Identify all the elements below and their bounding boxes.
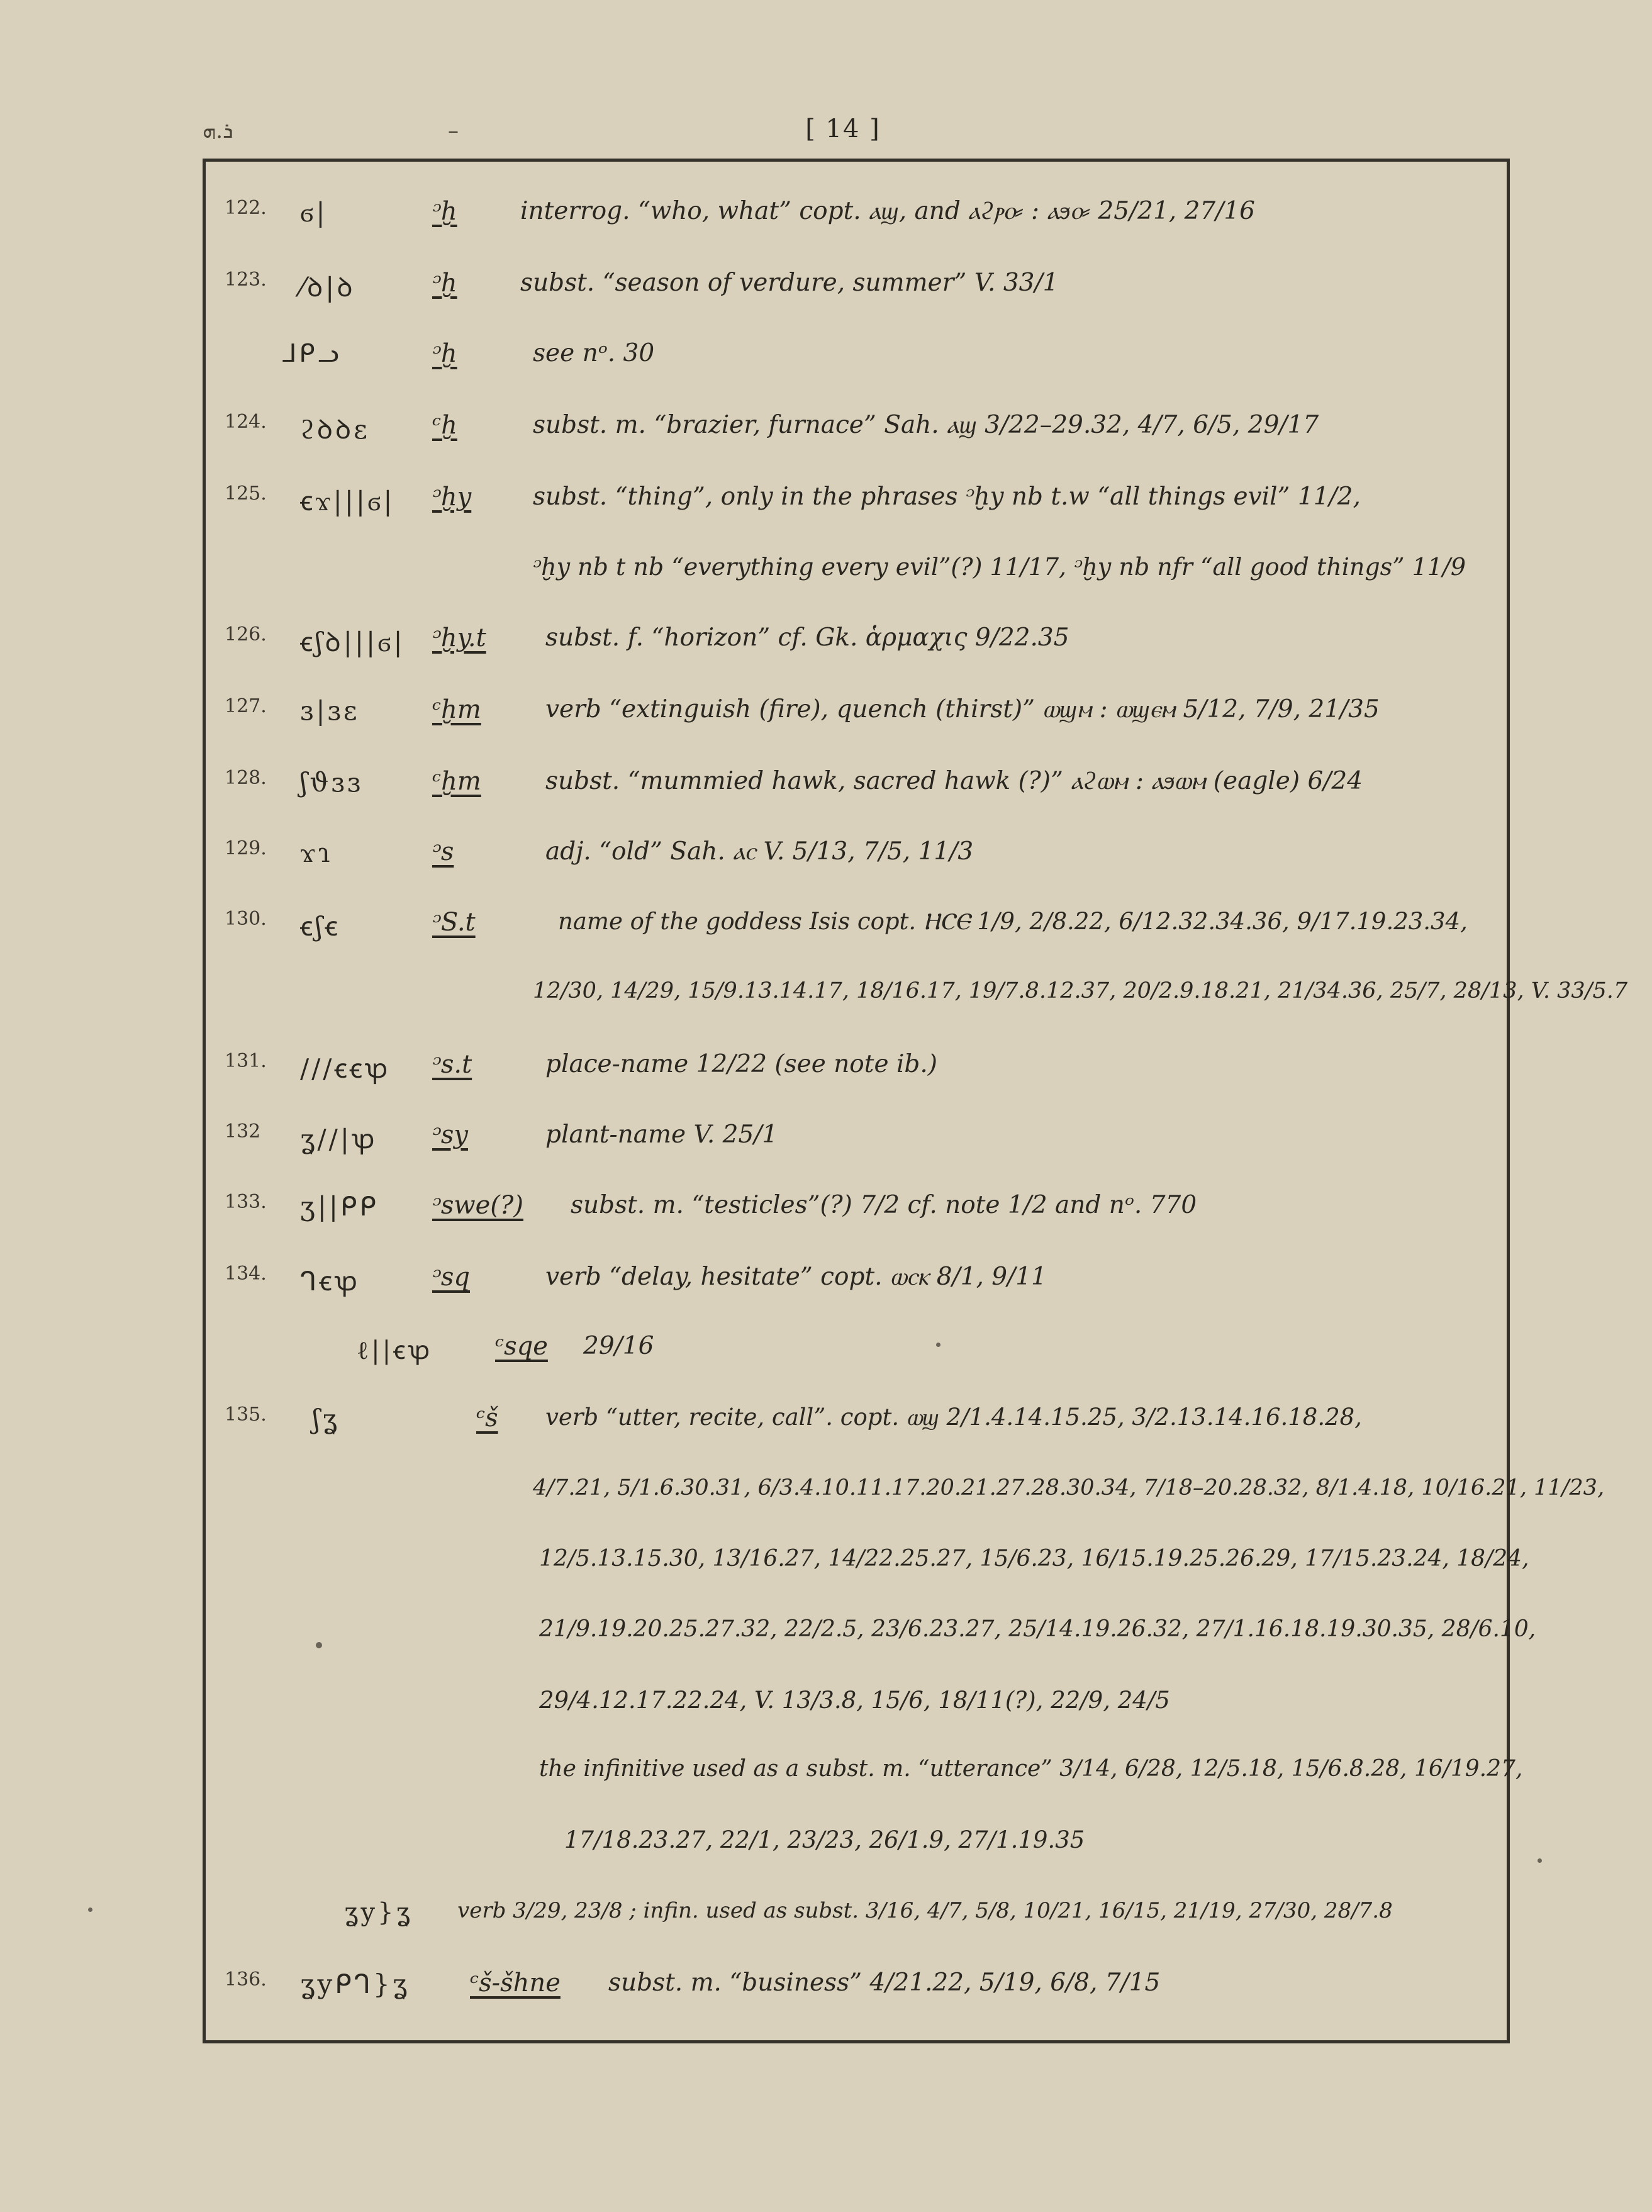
transliteration: ᶜḫm [432, 695, 481, 724]
definition: verb “delay, hesitate” copt. ⲱⲥⲕ 8/1, 9/11 [545, 1263, 1047, 1291]
transliteration: ᵓḫy [432, 483, 472, 511]
demotic-glyph: ꞓʃꝺ|||ϭ| [300, 627, 405, 657]
entry-number: 125. [225, 483, 267, 505]
transliteration: ᵓswe(?) [432, 1191, 523, 1220]
definition-continued: 17/18.23.27, 22/1, 23/23, 26/1.9, 27/1.19.35 [564, 1826, 1085, 1853]
definition: subst. m. “testicles”(?) 7/2 cf. note 1/2 and nᵒ. 770 [571, 1191, 1197, 1219]
definition: subst. f. “horizon” cf. Gk. ἁρμαχις 9/22.35 [545, 623, 1069, 652]
transliteration: ᵓḫ [432, 339, 457, 368]
definition: verb “extinguish (fire), quench (thirst)” ⲱϣⲙ : ⲱϣⲉⲙ 5/12, 7/9, 21/35 [545, 695, 1380, 723]
entry-number: 135. [225, 1404, 267, 1426]
definition-continued: 4/7.21, 5/1.6.30.31, 6/3.4.10.11.17.20.21.27.28.30.34, 7/18–20.28.32, 8/1.4.18, 10/16.21, 11/23, [533, 1475, 1605, 1500]
definition: 29/16 [583, 1332, 654, 1360]
entry-number: 133. [225, 1191, 267, 1213]
entry-number: 134. [225, 1263, 267, 1285]
paper-speck [316, 1642, 322, 1648]
transliteration: ᶜš-šhne [470, 1969, 561, 1997]
definition: see nᵒ. 30 [533, 339, 655, 367]
paper-speck [936, 1343, 940, 1347]
demotic-glyph: ⁄ꝺ|ꝺ [300, 272, 355, 303]
demotic-glyph: ϭ| [300, 197, 328, 228]
transliteration: ᵓs [432, 837, 454, 866]
definition-continued: 12/30, 14/29, 15/9.13.14.17, 18/16.17, 19/7.8.12.37, 20/2.9.18.21, 21/34.36, 25/7, 28/13, V. 33/5.7 [533, 978, 1628, 1003]
demotic-glyph: ꞓϫ|||ϭ| [300, 486, 395, 517]
definition-continued: 21/9.19.20.25.27.32, 22/2.5, 23/6.23.27, 25/14.19.26.32, 27/1.16.18.19.30.35, 28/6.10, [539, 1616, 1536, 1642]
definition: subst. m. “brazier, furnace” Sah. ⲁϣ 3/22–29.32, 4/7, 6/5, 29/17 [533, 411, 1319, 439]
demotic-glyph: ʃʓ [313, 1404, 340, 1434]
demotic-glyph: ɜ|ɜɛ [300, 695, 360, 726]
entry-number: 127. [225, 695, 267, 717]
definition: name of the goddess Isis copt. ⲎⲤⲈ 1/9, 2/8.22, 6/12.32.34.36, 9/17.19.23.34, [558, 908, 1468, 935]
entry-number: 129. [225, 837, 267, 859]
transliteration: ᶜḫ [432, 411, 457, 440]
definition: place-name 12/22 (see note ib.) [545, 1050, 937, 1078]
transliteration: ᵓS.t [432, 908, 476, 937]
entry-number: 132 [225, 1120, 261, 1142]
demotic-glyph: ϫɿ [300, 837, 333, 868]
demotic-glyph: ᒉꞓꝕ [300, 1266, 360, 1297]
definition: verb 3/29, 23/8 ; infin. used as subst. 3/16, 4/7, 5/8, 10/21, 16/15, 21/19, 27/30, 28/7.8 [457, 1898, 1393, 1923]
definition-continued: the infinitive used as a subst. m. “utterance” 3/14, 6/28, 12/5.18, 15/6.8.28, 16/19.27, [539, 1756, 1523, 1782]
demotic-glyph: ʓ//|ꝕ [300, 1124, 377, 1154]
paper-speck [1538, 1858, 1542, 1863]
corner-mark: ܪ.ܗ [203, 118, 233, 143]
page-number: [ 14 ] [805, 115, 881, 143]
definition-continued: ᵓḫy nb t nb “everything every evil”(?) 11/17, ᵓḫy nb nfr “all good things” 11/9 [533, 553, 1466, 581]
definition: subst. “thing”, only in the phrases ᵓḫy nb t.w “all things evil” 11/2, [533, 483, 1361, 511]
transliteration: ᵓḫ [432, 197, 457, 226]
transliteration: ᵓs.t [432, 1050, 472, 1079]
entry-number: 128. [225, 767, 267, 789]
transliteration: ᶜš [476, 1404, 498, 1433]
transliteration: ᶜḫm [432, 767, 481, 796]
definition: interrog. “who, what” copt. ⲁϣ, and ⲁϩⲣⲟ⸗ : ⲁϧⲟ⸗ 25/21, 27/16 [520, 197, 1255, 225]
paper-speck [88, 1908, 92, 1912]
entry-number: 130. [225, 908, 267, 930]
entry-number: 123. [225, 269, 267, 291]
demotic-glyph: ʓyᑭᒉ}ʓ [300, 1969, 410, 1999]
dash-mark: – [448, 118, 459, 143]
demotic-glyph: ϩꝺꝺɛ [300, 414, 370, 445]
transliteration: ᵓḫ [432, 269, 457, 298]
demotic-glyph: ꞓʃꞓ [300, 911, 340, 942]
transliteration: ᶜsqe [495, 1332, 548, 1361]
definition: subst. “season of verdure, summer” V. 33/1 [520, 269, 1059, 297]
demotic-glyph: ʓy}ʓ [344, 1898, 413, 1927]
demotic-glyph: ᒧᑭᓗ [281, 339, 342, 368]
transliteration: ᵓsq [432, 1263, 470, 1292]
entry-number: 124. [225, 411, 267, 433]
transliteration: ᵓsy [432, 1120, 468, 1149]
demotic-glyph: ʃϑɜɜ [300, 767, 364, 798]
entry-number: 136. [225, 1969, 267, 1991]
definition-continued: 29/4.12.17.22.24, V. 13/3.8, 15/6, 18/11(?), 22/9, 24/5 [539, 1687, 1170, 1714]
definition-continued: 12/5.13.15.30, 13/16.27, 14/22.25.27, 15/6.23, 16/15.19.25.26.29, 17/15.23.24, 18/24, [539, 1546, 1529, 1572]
entry-number: 131. [225, 1050, 267, 1072]
transliteration: ᵓḫy.t [432, 623, 486, 652]
definition: verb “utter, recite, call”. copt. ⲱϣ 2/1.4.14.15.25, 3/2.13.14.16.18.28, [545, 1404, 1362, 1431]
definition: adj. “old” Sah. ⲁⲥ V. 5/13, 7/5, 11/3 [545, 837, 974, 866]
entry-number: 126. [225, 623, 267, 645]
definition: plant-name V. 25/1 [545, 1120, 778, 1149]
definition: subst. m. “business” 4/21.22, 5/19, 6/8, 7/15 [608, 1969, 1161, 1997]
entry-number: 122. [225, 197, 267, 219]
definition: subst. “mummied hawk, sacred hawk (?)” ⲁϩⲱⲙ : ⲁϧⲱⲙ (eagle) 6/24 [545, 767, 1363, 795]
demotic-glyph: ʒ||ᑭᑭ [300, 1191, 379, 1222]
demotic-glyph: ///ꞓꞓꝕ [300, 1053, 391, 1084]
demotic-glyph: ℓ||ꞓꝕ [357, 1336, 433, 1365]
glossary-frame [203, 159, 1628, 2043]
